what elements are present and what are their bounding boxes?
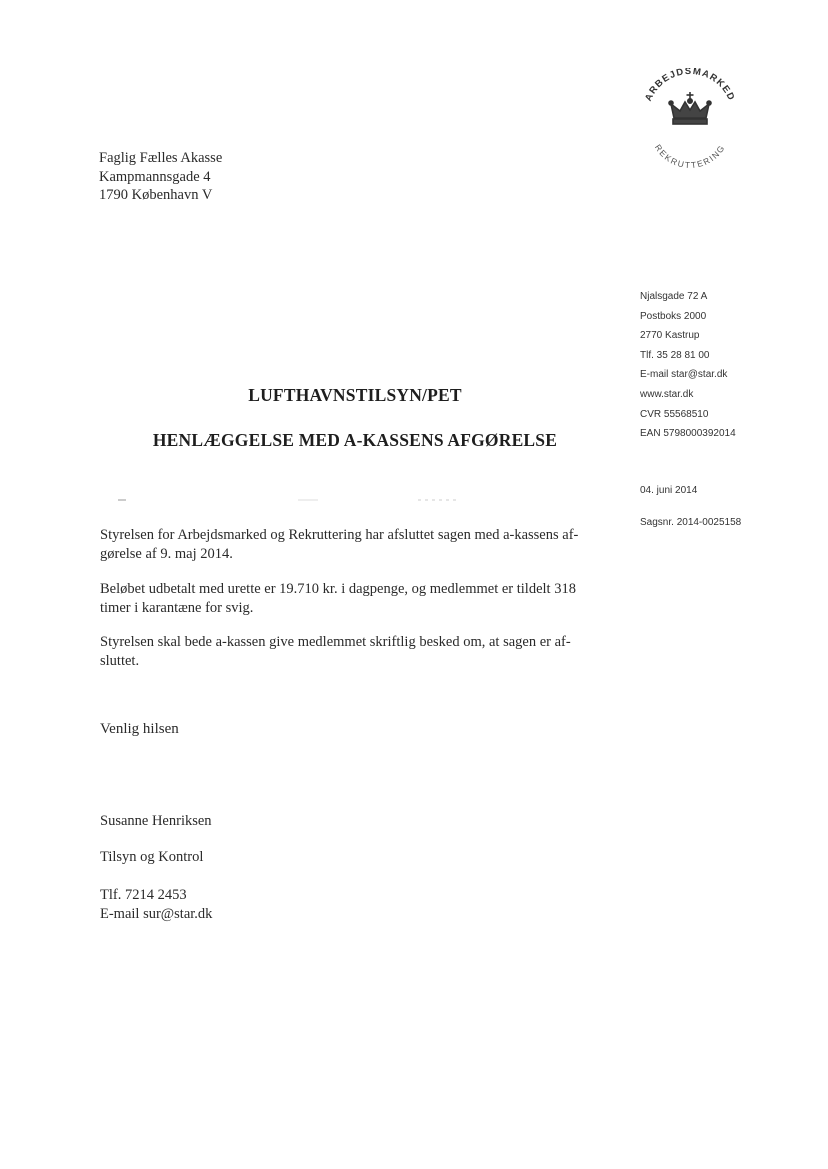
svg-text:REKRUTTERING <box>653 142 727 168</box>
recipient-name: Faglig Fælles Akasse <box>99 150 223 166</box>
scan-smudge <box>118 497 458 503</box>
sender-pobox: Postboks 2000 <box>640 310 707 322</box>
case-number: Sagsnr. 2014-0025158 <box>640 517 742 528</box>
paragraph-line: timer i karantæne for svig. <box>100 600 254 616</box>
agency-logo <box>636 68 744 168</box>
body-paragraph-2 <box>100 580 610 618</box>
sender-phone: Tlf. 35 28 81 00 <box>640 349 710 361</box>
sender-cvr: CVR 55568510 <box>640 408 709 420</box>
sender-city: 2770 Kastrup <box>640 330 700 342</box>
logo-top-text: ARBEJDSMARKED <box>643 68 737 103</box>
logo-bottom-text: REKRUTTERING <box>652 142 728 168</box>
closing-salutation: Venlig hilsen <box>100 721 179 737</box>
paragraph-line: gørelse af 9. maj 2014. <box>100 546 233 562</box>
agency-seal-icon <box>636 68 744 168</box>
sender-email: E-mail star@star.dk <box>640 369 728 381</box>
sender-website: www.star.dk <box>640 388 694 400</box>
letter-title: LUFTHAVNSTILSYN/PET <box>248 385 462 405</box>
crown-icon <box>669 92 711 124</box>
signer-department: Tilsyn og Kontrol <box>100 849 204 865</box>
paragraph-line: Styrelsen for Arbejdsmarked og Rekruttering har afsluttet sagen med a-kassens af- <box>100 527 579 543</box>
letter-subtitle: HENLÆGGELSE MED A-KASSENS AFGØRELSE <box>152 430 558 450</box>
sender-street: Njalsgade 72 A <box>640 291 708 302</box>
paragraph-line: Beløbet udbetalt med urette er 19.710 kr. i dagpenge, og medlemmet er tildelt 318 <box>100 581 576 597</box>
signer-email: E-mail sur@star.dk <box>100 905 213 922</box>
paragraph-line: Styrelsen skal bede a-kassen give medlemmet skriftlig besked om, at sagen er af- <box>100 634 571 650</box>
sender-contact <box>640 287 736 444</box>
signer-phone: Tlf. 7214 2453 <box>100 887 187 903</box>
signer-name: Susanne Henriksen <box>100 813 212 829</box>
letter-date: 04. juni 2014 <box>640 485 698 496</box>
body-paragraph-1 <box>100 526 610 564</box>
recipient-city: 1790 København V <box>99 187 213 203</box>
recipient-street: Kampmannsgade 4 <box>99 168 211 185</box>
sender-ean: EAN 5798000392014 <box>640 428 736 440</box>
recipient-address <box>99 149 222 205</box>
paragraph-line: sluttet. <box>100 653 140 669</box>
body-paragraph-3 <box>100 633 610 671</box>
signer-contact <box>100 886 212 923</box>
